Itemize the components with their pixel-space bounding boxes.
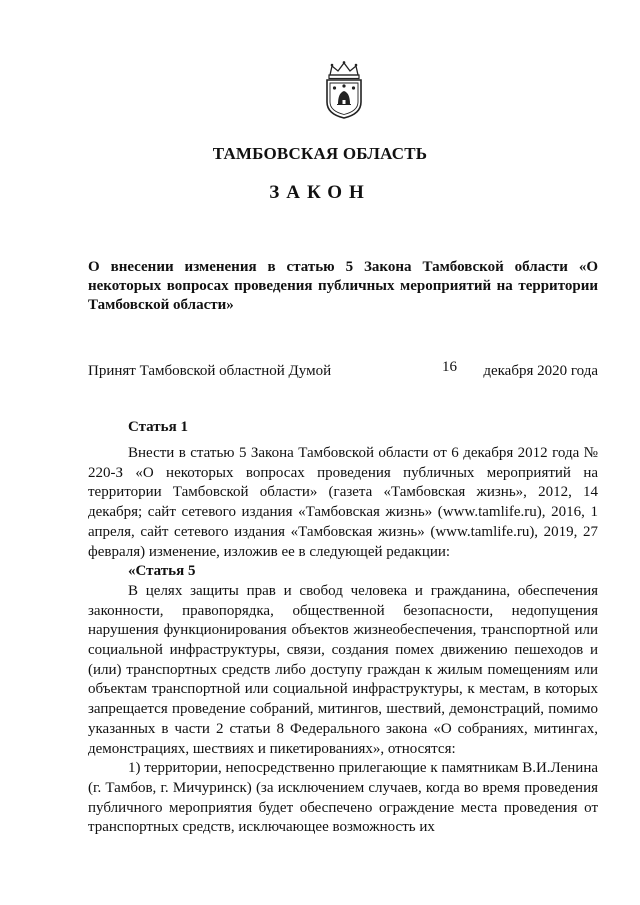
article-title: Статья 1 — [128, 419, 188, 435]
region-title: ТАМБОВСКАЯ ОБЛАСТЬ — [212, 144, 428, 163]
adoption-line — [88, 359, 598, 384]
adoption-body: Принят Тамбовской областной Думой — [88, 363, 332, 379]
coat-of-arms-icon — [322, 60, 366, 120]
law-title: ЗАКОН — [269, 182, 371, 203]
paragraph: Внести в статью 5 Закона Тамбовской области от 6 декабря 2012 года № 220-З «О некоторых вопросах проведения публичных мероприятий на территории Тамбовской области» (газета «Тамбовская жизнь», 2012, 14 декабря; сайт сетевого издания «Тамбовская жизнь» (www.tamlife.ru), 2016, 1 апреля, сайт сетевого издания «Тамбовская жизнь» (www.tamlife.ru), 2019, 27 февраля) изменение, изложив ее в следующей редакции: — [88, 445, 598, 560]
article-body — [88, 444, 598, 838]
adoption-day: 16 — [442, 359, 457, 375]
list-item: 1) территории, непосредственно прилегающие к памятникам В.И.Ленина (г. Тамбов, г. Мичуринск) (за исключением случаев, когда во время проведения публичного мероприятия будет обеспечено ограждение места проведения от транспортных средств, исключающее возможность их — [88, 760, 598, 836]
paragraph: В целях защиты прав и свобод человека и гражданина, обеспечения законности, правопорядка, общественной безопасности, недопущения нарушения функционирования объектов жизнеобеспечения, транспортной или социальной инфраструктуры, связи, создания помех движению пешеходов и (или) транспортных средств либо доступу граждан к жилым помещениям или объектам транспортной или социальной инфраструктуры, к местам, в которых запрещается проведение собраний, митингов, шествий, демонстраций, помимо указанных в части 2 статьи 8 Федерального закона «О собраниях, митингах, демонстрациях, шествиях и пикетированиях», относятся: — [88, 582, 598, 757]
law-heading: О внесении изменения в статью 5 Закона Тамбовской области «О некоторых вопросах проведения публичных мероприятий на территории Тамбовской области» — [88, 259, 598, 313]
sub-article-title: «Статья 5 — [128, 563, 196, 580]
adoption-date: декабря 2020 года — [483, 363, 598, 379]
